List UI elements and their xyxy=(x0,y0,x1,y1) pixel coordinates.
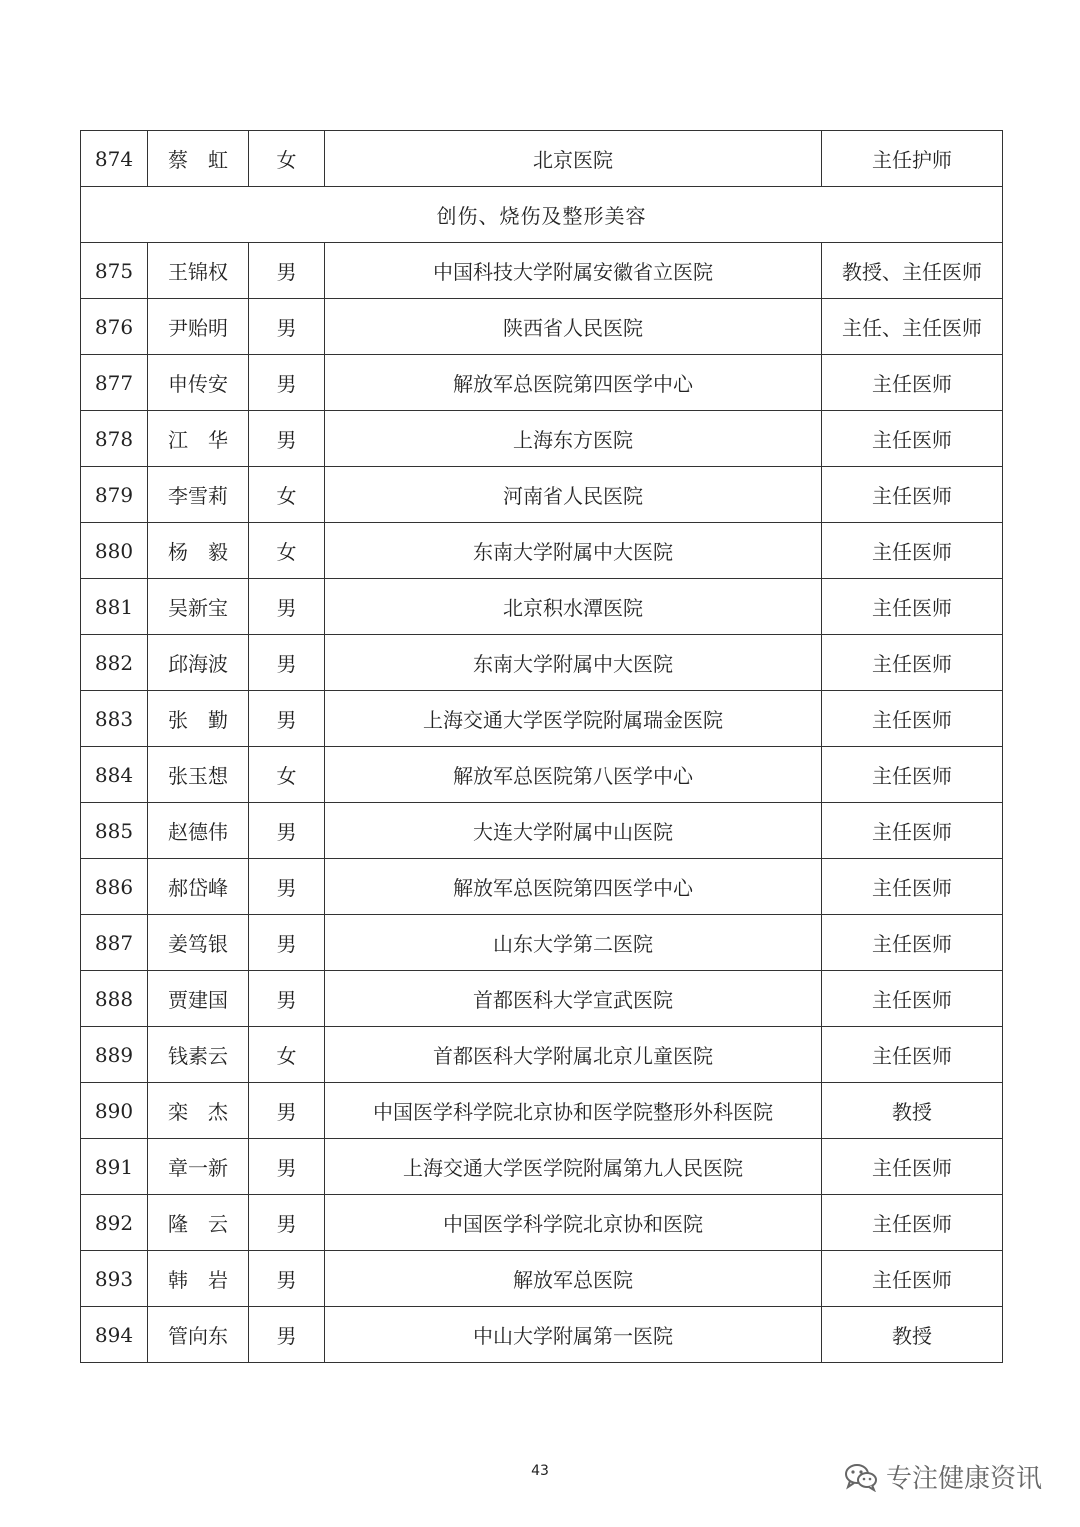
table-section xyxy=(81,187,1003,243)
cell-title: 主任医师 xyxy=(822,355,1003,411)
cell-hospital: 北京积水潭医院 xyxy=(325,579,822,635)
watermark xyxy=(844,1458,1042,1495)
wechat-icon xyxy=(844,1462,878,1492)
table-row xyxy=(81,747,1003,803)
cell-name: 贾建国 xyxy=(148,971,249,1027)
cell-gender: 男 xyxy=(249,1083,325,1139)
cell-name: 郝岱峰 xyxy=(148,859,249,915)
cell-gender: 男 xyxy=(249,411,325,467)
cell-number: 882 xyxy=(81,635,148,691)
table-row xyxy=(81,579,1003,635)
cell-hospital: 陕西省人民医院 xyxy=(325,299,822,355)
cell-number: 893 xyxy=(81,1251,148,1307)
cell-gender: 男 xyxy=(249,691,325,747)
cell-number: 877 xyxy=(81,355,148,411)
cell-name: 李雪莉 xyxy=(148,467,249,523)
cell-hospital: 解放军总医院 xyxy=(325,1251,822,1307)
table-row xyxy=(81,635,1003,691)
cell-hospital: 解放军总医院第四医学中心 xyxy=(325,859,822,915)
cell-hospital: 河南省人民医院 xyxy=(325,467,822,523)
cell-gender: 男 xyxy=(249,803,325,859)
cell-hospital: 山东大学第二医院 xyxy=(325,915,822,971)
table-row xyxy=(81,1083,1003,1139)
section-title: 创伤、烧伤及整形美容 xyxy=(81,187,1003,243)
cell-title: 主任医师 xyxy=(822,691,1003,747)
cell-number: 883 xyxy=(81,691,148,747)
table-row xyxy=(81,1251,1003,1307)
cell-name: 栾 杰 xyxy=(148,1083,249,1139)
cell-name: 王锦权 xyxy=(148,243,249,299)
cell-number: 885 xyxy=(81,803,148,859)
cell-gender: 男 xyxy=(249,299,325,355)
cell-hospital: 解放军总医院第八医学中心 xyxy=(325,747,822,803)
section-header-row xyxy=(81,187,1003,243)
table-row xyxy=(81,1027,1003,1083)
cell-name: 蔡 虹 xyxy=(148,131,249,187)
cell-title: 主任医师 xyxy=(822,1195,1003,1251)
table-row xyxy=(81,243,1003,299)
cell-number: 875 xyxy=(81,243,148,299)
table-row xyxy=(81,131,1003,187)
cell-title: 主任医师 xyxy=(822,467,1003,523)
cell-gender: 女 xyxy=(249,467,325,523)
cell-title: 主任医师 xyxy=(822,803,1003,859)
cell-number: 888 xyxy=(81,971,148,1027)
table-row xyxy=(81,299,1003,355)
cell-title: 主任医师 xyxy=(822,635,1003,691)
cell-name: 钱素云 xyxy=(148,1027,249,1083)
cell-number: 879 xyxy=(81,467,148,523)
cell-name: 韩 岩 xyxy=(148,1251,249,1307)
cell-name: 尹贻明 xyxy=(148,299,249,355)
cell-title: 主任医师 xyxy=(822,523,1003,579)
cell-hospital: 中国科技大学附属安徽省立医院 xyxy=(325,243,822,299)
cell-number: 881 xyxy=(81,579,148,635)
cell-number: 880 xyxy=(81,523,148,579)
cell-name: 申传安 xyxy=(148,355,249,411)
cell-name: 江 华 xyxy=(148,411,249,467)
table-row xyxy=(81,1139,1003,1195)
table-row xyxy=(81,355,1003,411)
table-row xyxy=(81,523,1003,579)
cell-hospital: 北京医院 xyxy=(325,131,822,187)
table-body xyxy=(81,243,1003,1363)
cell-hospital: 上海交通大学医学院附属第九人民医院 xyxy=(325,1139,822,1195)
cell-gender: 男 xyxy=(249,859,325,915)
cell-number: 876 xyxy=(81,299,148,355)
cell-gender: 男 xyxy=(249,915,325,971)
cell-gender: 女 xyxy=(249,1027,325,1083)
cell-hospital: 上海东方医院 xyxy=(325,411,822,467)
table-row xyxy=(81,1195,1003,1251)
cell-hospital: 中山大学附属第一医院 xyxy=(325,1307,822,1363)
cell-hospital: 东南大学附属中大医院 xyxy=(325,523,822,579)
cell-title: 主任医师 xyxy=(822,411,1003,467)
cell-hospital: 中国医学科学院北京协和医学院整形外科医院 xyxy=(325,1083,822,1139)
cell-name: 邱海波 xyxy=(148,635,249,691)
cell-gender: 男 xyxy=(249,1139,325,1195)
cell-title: 主任医师 xyxy=(822,859,1003,915)
cell-gender: 女 xyxy=(249,131,325,187)
cell-gender: 男 xyxy=(249,971,325,1027)
cell-name: 姜笃银 xyxy=(148,915,249,971)
cell-hospital: 东南大学附属中大医院 xyxy=(325,635,822,691)
cell-number: 878 xyxy=(81,411,148,467)
cell-title: 主任医师 xyxy=(822,915,1003,971)
cell-hospital: 解放军总医院第四医学中心 xyxy=(325,355,822,411)
cell-title: 教授、主任医师 xyxy=(822,243,1003,299)
cell-gender: 男 xyxy=(249,1195,325,1251)
cell-gender: 女 xyxy=(249,747,325,803)
experts-table xyxy=(80,130,1003,1363)
table-body-before xyxy=(81,131,1003,187)
cell-title: 主任医师 xyxy=(822,579,1003,635)
cell-number: 892 xyxy=(81,1195,148,1251)
cell-title: 教授 xyxy=(822,1083,1003,1139)
cell-gender: 男 xyxy=(249,1307,325,1363)
cell-number: 894 xyxy=(81,1307,148,1363)
cell-gender: 男 xyxy=(249,355,325,411)
table-row xyxy=(81,971,1003,1027)
cell-hospital: 大连大学附属中山医院 xyxy=(325,803,822,859)
table-row xyxy=(81,803,1003,859)
cell-title: 主任医师 xyxy=(822,1139,1003,1195)
cell-number: 887 xyxy=(81,915,148,971)
cell-title: 主任医师 xyxy=(822,1251,1003,1307)
cell-title: 主任医师 xyxy=(822,1027,1003,1083)
table-row xyxy=(81,467,1003,523)
cell-title: 主任医师 xyxy=(822,971,1003,1027)
cell-name: 张 勤 xyxy=(148,691,249,747)
page-number: 43 xyxy=(531,1463,549,1479)
cell-title: 主任医师 xyxy=(822,747,1003,803)
cell-number: 874 xyxy=(81,131,148,187)
cell-hospital: 首都医科大学宣武医院 xyxy=(325,971,822,1027)
cell-number: 889 xyxy=(81,1027,148,1083)
table-row xyxy=(81,915,1003,971)
cell-gender: 男 xyxy=(249,243,325,299)
cell-name: 吴新宝 xyxy=(148,579,249,635)
cell-name: 赵德伟 xyxy=(148,803,249,859)
cell-title: 主任护师 xyxy=(822,131,1003,187)
cell-number: 891 xyxy=(81,1139,148,1195)
cell-gender: 男 xyxy=(249,635,325,691)
cell-number: 886 xyxy=(81,859,148,915)
cell-title: 主任、主任医师 xyxy=(822,299,1003,355)
cell-hospital: 首都医科大学附属北京儿童医院 xyxy=(325,1027,822,1083)
cell-name: 章一新 xyxy=(148,1139,249,1195)
cell-name: 隆 云 xyxy=(148,1195,249,1251)
table-row xyxy=(81,411,1003,467)
table-row xyxy=(81,691,1003,747)
cell-name: 张玉想 xyxy=(148,747,249,803)
cell-number: 884 xyxy=(81,747,148,803)
cell-name: 杨 毅 xyxy=(148,523,249,579)
cell-title: 教授 xyxy=(822,1307,1003,1363)
cell-name: 管向东 xyxy=(148,1307,249,1363)
table-row xyxy=(81,859,1003,915)
cell-gender: 女 xyxy=(249,523,325,579)
cell-hospital: 中国医学科学院北京协和医院 xyxy=(325,1195,822,1251)
cell-number: 890 xyxy=(81,1083,148,1139)
table-row xyxy=(81,1307,1003,1363)
cell-gender: 男 xyxy=(249,579,325,635)
cell-gender: 男 xyxy=(249,1251,325,1307)
cell-hospital: 上海交通大学医学院附属瑞金医院 xyxy=(325,691,822,747)
watermark-text: 专注健康资讯 xyxy=(885,1464,1042,1494)
